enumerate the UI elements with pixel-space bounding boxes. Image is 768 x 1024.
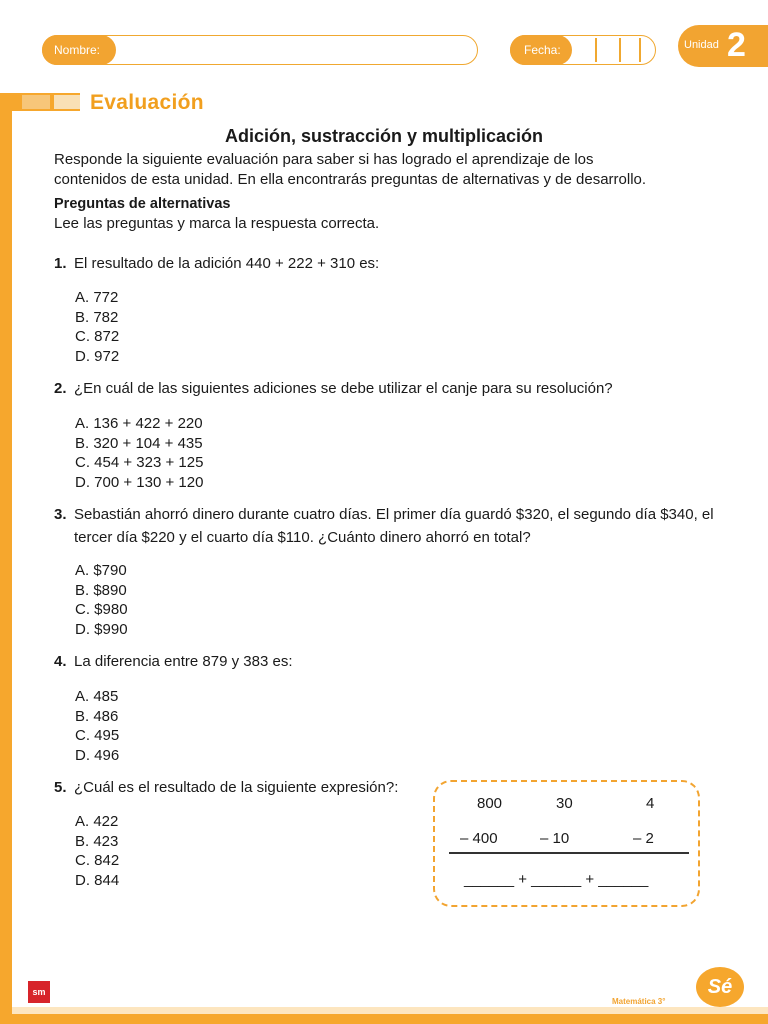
option-d[interactable]: D. 844	[75, 871, 120, 889]
evaluation-title: Evaluación	[90, 91, 204, 114]
minuend-tens: 30	[556, 795, 573, 812]
unit-label: Unidad	[684, 39, 719, 51]
question-2	[54, 378, 734, 400]
option-b[interactable]: B. 486	[75, 707, 119, 725]
option-d[interactable]: D. $990	[75, 620, 128, 638]
date-field[interactable]	[510, 35, 656, 65]
date-separator	[639, 38, 641, 62]
left-border	[0, 111, 12, 1024]
question-5	[54, 777, 434, 799]
option-a[interactable]: A. $790	[75, 562, 127, 579]
option-b[interactable]: B. 320 + 104 + 435	[75, 434, 203, 452]
expression-box	[433, 780, 700, 907]
option-a[interactable]: A. 136 + 422 + 220	[75, 415, 203, 432]
minuend-hundreds: 800	[477, 795, 503, 812]
name-label: Nombre:	[42, 35, 116, 65]
question-text: Sebastián ahorró dinero durante cuatro días. El primer día guardó $320, el segundo día $340, el tercer día $220 y el cuarto día $110. ¿Cuánto dinero ahorró en total?	[74, 506, 714, 546]
section-instructions: Lee las preguntas y marca la respuesta correcta.	[54, 215, 380, 232]
question-number: 2.	[54, 380, 67, 397]
question-text: La diferencia entre 879 y 383 es:	[74, 653, 293, 670]
name-field[interactable]	[42, 35, 478, 65]
option-b[interactable]: B. 782	[75, 308, 119, 326]
intro-line: contenidos de esta unidad. En ella encontrarás preguntas de alternativas y de desarrollo.	[54, 170, 647, 188]
question-4-options	[75, 687, 119, 765]
option-c[interactable]: C. 842	[75, 852, 120, 869]
minuend-units: 4	[646, 795, 655, 812]
question-number: 3.	[54, 506, 67, 523]
option-b[interactable]: B. $890	[75, 581, 127, 599]
question-3	[54, 503, 734, 549]
question-text: ¿En cuál de las siguientes adiciones se debe utilizar el canje para su resolución?	[74, 380, 613, 397]
option-c[interactable]: C. $980	[75, 601, 128, 618]
banner-square	[22, 95, 50, 109]
book-title: Matemática 3°	[612, 997, 666, 1006]
subtrahend-units: – 2	[633, 830, 654, 847]
section-title: Preguntas de alternativas	[54, 196, 231, 212]
unit-badge	[678, 25, 768, 67]
option-c[interactable]: C. 495	[75, 727, 120, 744]
sm-logo: sm	[28, 981, 50, 1003]
subtrahend-hundreds: – 400	[460, 830, 498, 847]
question-1	[54, 253, 734, 275]
option-c[interactable]: C. 454 + 323 + 125	[75, 454, 204, 471]
question-1-options	[75, 288, 119, 366]
subtrahend-tens: – 10	[540, 830, 570, 847]
bottom-border	[0, 1014, 768, 1024]
question-number: 5.	[54, 779, 67, 796]
question-text: El resultado de la adición 440 + 222 + 310 es:	[74, 255, 380, 272]
option-b[interactable]: B. 423	[75, 832, 119, 850]
option-d[interactable]: D. 972	[75, 347, 120, 365]
bottom-border-inner	[12, 1007, 768, 1014]
banner-bar	[0, 93, 80, 111]
option-d[interactable]: D. 496	[75, 746, 120, 764]
option-a[interactable]: A. 485	[75, 688, 119, 705]
option-a[interactable]: A. 422	[75, 813, 119, 830]
intro-text	[54, 150, 744, 189]
date-separator	[619, 38, 621, 62]
question-number: 4.	[54, 653, 67, 670]
se-logo: Sé	[696, 967, 744, 1007]
sum-line	[449, 852, 689, 854]
option-a[interactable]: A. 772	[75, 289, 119, 306]
question-number: 1.	[54, 255, 67, 272]
date-separator	[595, 38, 597, 62]
question-3-options	[75, 561, 128, 639]
intro-line: Responde la siguiente evaluación para saber si has logrado el aprendizaje de los	[54, 151, 594, 168]
page-title: Adición, sustracción y multiplicación	[224, 126, 544, 146]
question-4	[54, 651, 734, 673]
question-5-options	[75, 812, 119, 890]
unit-number: 2	[727, 26, 746, 64]
option-c[interactable]: C. 872	[75, 328, 120, 345]
date-label: Fecha:	[510, 35, 572, 65]
question-2-options	[75, 414, 203, 492]
option-d[interactable]: D. 700 + 130 + 120	[75, 473, 204, 491]
banner-square	[54, 95, 80, 109]
answer-blanks[interactable]: ______ + ______ + ______	[464, 871, 649, 888]
question-text: ¿Cuál es el resultado de la siguiente expresión?:	[74, 779, 399, 796]
